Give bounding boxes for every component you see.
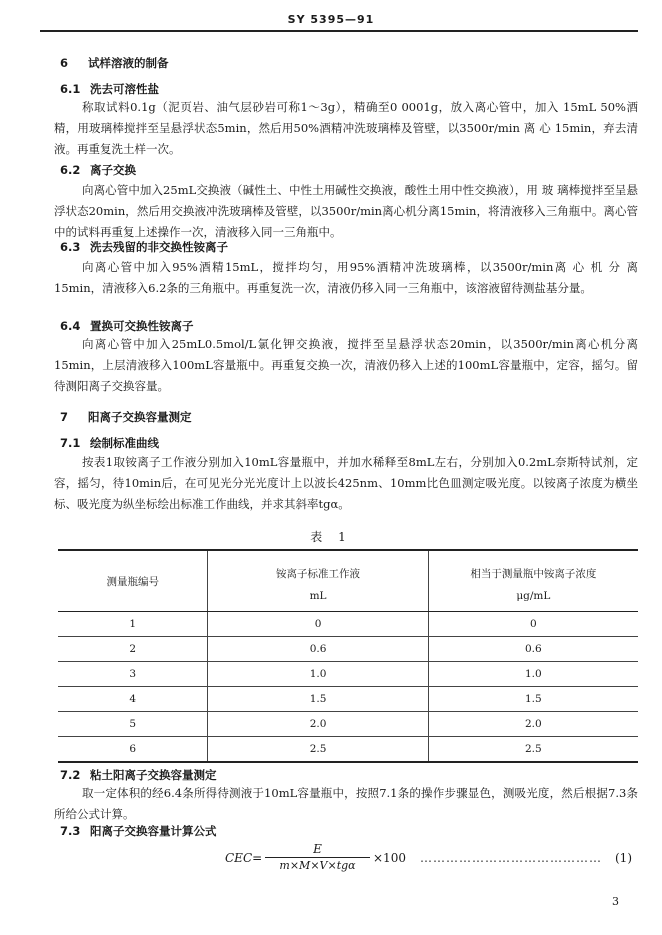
table-cell: 0 bbox=[428, 612, 638, 637]
table-cell: 1.5 bbox=[428, 687, 638, 712]
section-7-1-heading: 7.1 绘制标准曲线 bbox=[60, 436, 159, 450]
table-cell: 1.5 bbox=[208, 687, 428, 712]
formula-number: (1) bbox=[615, 851, 632, 865]
section-6-3-heading: 6.3 洗去残留的非交换性铵离子 bbox=[60, 240, 228, 254]
table-cell: 2.5 bbox=[208, 737, 428, 763]
formula-denominator: m×M×V×tgα bbox=[279, 859, 356, 872]
table-caption: 表 1 bbox=[310, 530, 352, 544]
table-row bbox=[58, 662, 638, 687]
table-header-concentration: 相当于测量瓶中铵离子浓度 bbox=[428, 550, 638, 581]
section-6-4-text: 向离心管中加入25mL0.5mol/L氯化钾交换液，搅拌至呈悬浮状态20min，以3500r/min离心机分离15min，上层清液移入100mL容量瓶中。再重复交换一次，清液仍移入上述的100mL容量瓶中，定容，摇匀。留待测阳离子交换容量。 bbox=[54, 337, 638, 393]
table-header-working-solution: 铵离子标准工作液 bbox=[208, 550, 428, 581]
table-cell: 0.6 bbox=[428, 637, 638, 662]
section-7-2-text: 取一定体积的经6.4条所得待测液于10mL容量瓶中，按照7.1条的操作步骤显色，测吸光度，然后根据7.3条所给公式计算。 bbox=[54, 786, 638, 821]
formula-tail: ×100 bbox=[373, 851, 406, 865]
formula-lhs: CEC= bbox=[225, 851, 263, 865]
formula-numerator: E bbox=[313, 842, 322, 856]
table-cell: 5 bbox=[58, 712, 208, 737]
header-rule bbox=[40, 30, 638, 32]
table-row bbox=[58, 612, 638, 637]
table-row bbox=[58, 737, 638, 763]
table-header-unit-ml: mL bbox=[208, 581, 428, 612]
table-cell: 1.0 bbox=[208, 662, 428, 687]
formula-fraction bbox=[265, 841, 370, 874]
section-6-1-text: 称取试料0.1g（泥页岩、油气层砂岩可称1～3g），精确至0 0001g，放入离心管中，加入 15mL 50%酒精，用玻璃棒搅拌至呈悬浮状态5min，然后用50%酒精冲洗玻璃棒及管壁，以3500r/min 离 心 15min，弃去清液。再重复洗土样一次。 bbox=[54, 100, 638, 156]
section-6-2-heading: 6.2 离子交换 bbox=[60, 163, 136, 177]
table-cell: 2 bbox=[58, 637, 208, 662]
section-6-4-heading: 6.4 置换可交换性铵离子 bbox=[60, 319, 194, 333]
table-cell: 1 bbox=[58, 612, 208, 637]
table-cell: 0 bbox=[208, 612, 428, 637]
table-cell: 6 bbox=[58, 737, 208, 763]
section-6-heading: 6 试样溶液的制备 bbox=[60, 56, 169, 70]
table-cell: 2.5 bbox=[428, 737, 638, 763]
section-6-2-text: 向离心管中加入25mL交换液（碱性土、中性土用碱性交换液，酸性土用中性交换液），用 玻 璃棒搅拌至呈悬浮状态20min，然后用交换液冲洗玻璃棒及管壁，以3500r/min离心机分离15min，将清液移入三角瓶中。离心管中的试料再重复上述操作一次，清液移入同一三角瓶中。 bbox=[54, 183, 638, 239]
section-6-1-heading: 6.1 洗去可溶性盐 bbox=[60, 82, 159, 96]
cec-formula bbox=[225, 841, 645, 881]
page-number: 3 bbox=[612, 895, 619, 908]
section-6-3-text: 向离心管中加入95%酒精15mL，搅拌均匀，用95%酒精冲洗玻璃棒，以3500r/min离 心 机 分 离 15min，清液移入6.2条的三角瓶中。再重复洗一次，清液仍移入同一三角瓶中，该溶液留待测盐基分量。 bbox=[54, 260, 638, 295]
table-cell: 4 bbox=[58, 687, 208, 712]
table-cell: 3 bbox=[58, 662, 208, 687]
section-7-heading: 7 阳离子交换容量测定 bbox=[60, 410, 192, 424]
section-7-1-text: 按表1取铵离子工作液分别加入10mL容量瓶中，并加水稀释至8mL左右，分别加入0.2mL奈斯特试剂，定容，摇匀，待10min后，在可见光分光光度计上以波长425nm、10mm比色皿测定吸光度。以铵离子浓度为横坐标、吸光度为纵坐标绘出标准工作曲线，并求其斜率tgα。 bbox=[54, 455, 638, 511]
standard-code-header: SY 5395—91 bbox=[287, 13, 375, 26]
table-cell: 2.0 bbox=[208, 712, 428, 737]
table-row bbox=[58, 712, 638, 737]
formula-leader-dots: …………………………………… bbox=[420, 851, 602, 865]
section-7-3-heading: 7.3 阳离子交换容量计算公式 bbox=[60, 824, 217, 838]
table-cell: 0.6 bbox=[208, 637, 428, 662]
table-cell: 2.0 bbox=[428, 712, 638, 737]
table-row bbox=[58, 637, 638, 662]
table-cell: 1.0 bbox=[428, 662, 638, 687]
table-header-unit-ugml: μg/mL bbox=[428, 581, 638, 612]
table-row bbox=[58, 687, 638, 712]
standard-solution-table bbox=[58, 549, 638, 763]
section-7-2-heading: 7.2 粘土阳离子交换容量测定 bbox=[60, 768, 217, 782]
table-header-bottle-number: 测量瓶编号 bbox=[58, 550, 208, 612]
